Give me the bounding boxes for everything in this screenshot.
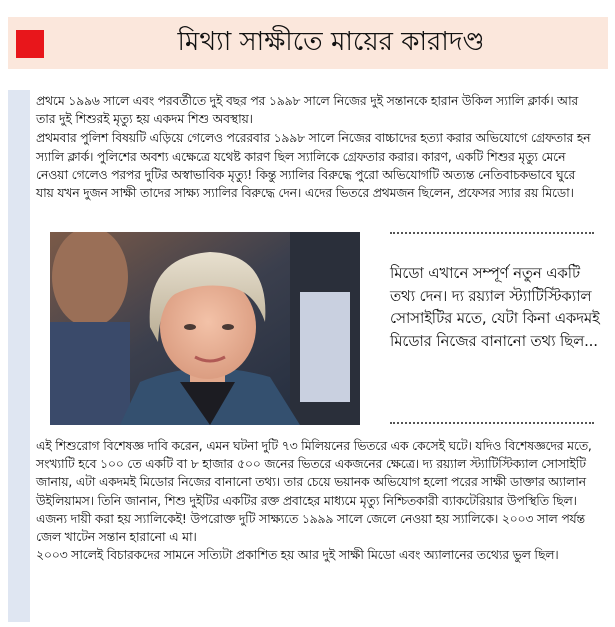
portrait-photo [50,232,360,425]
paragraph-4: ২০০৩ সালেই বিচারকদের সামনে সত্যিটা প্রকাশিত হয় আর দুই সাক্ষী মিডো এবং অ্যালানের তথ্যের ভুল ছিল। [36,547,559,563]
headline-title: মিথ্যা সাক্ষীতে মায়ের কারাদণ্ড [177,27,485,57]
paragraph-1: প্রথমে ১৯৯৬ সালে এবং পরবর্তীতে দুই বছর পর ১৯৯৮ সালে নিজের দুই সন্তানকে হারান উকিল স্যালি ক্লার্ক। আর তার দুই শিশুরই মৃত্যু হয় একদম শিশু অবস্থায়। [36,93,579,127]
portrait-image [50,232,360,425]
pull-quote-top-rule [390,232,594,234]
body-text [36,437,598,564]
intro-text [36,92,596,202]
headline-banner [8,17,608,69]
side-accent-bar [8,90,30,622]
pull-quote [384,232,606,424]
pull-quote-text: মিডো এখানে সম্পূর্ণ নতুন একটি তথ্য দেন। দ্য রয়্যাল স্ট্যাটিস্টিক্যাল সোসাইটির মতে, যেটা কিনা একদমই মিডোর নিজের বানানো তথ্য ছিল... [390,264,600,350]
red-square-marker [16,30,44,58]
paragraph-2: প্রথমবার পুলিশ বিষয়টি এড়িয়ে গেলেও পরেরবার ১৯৯৮ সালে নিজের বাচ্চাদের হত্যা করার অভিযোগে গ্রেফতার হন স্যালি ক্লার্ক। পুলিশের অবশ্য এক্ষেত্রে যথেষ্ট কারণ ছিল স্যালিকে গ্রেফতার করার। কারণ, একটি শিশুর মৃত্যু মেনে নেওয়া গেলেও পরপর দুটির অস্বাভাবিক মৃত্যু! কিন্তু স্যালির বিরুদ্ধে পুরো অভিযোগটি অত্যন্ত নেতিবাচকভাবে ঘুরে যায় যখন দুজন সাক্ষী তাদের সাক্ষ্য স্যালির বিরুদ্ধে দেন। এদের ভিতরে প্রথমজন ছিলেন, প্রফেসর স্যার রয় মিডো। [36,130,591,201]
paragraph-3: এই শিশুরোগ বিশেষজ্ঞ দাবি করেন, এমন ঘটনা দুটি ৭৩ মিলিয়নের ভিতরে এক কেসেই ঘটে। যদিও বিশেষজ্ঞদের মতে, সংখ্যাটি হবে ১০০ তে একটি বা ৮ হাজার ৫০০ জনের ভিতরে একজনের ক্ষেত্রে। দ্য রয়্যাল স্ট্যাটিস্টিক্যাল সোসাইটি জানায়, এটা একদমই মিডোর নিজের বানানো তথ্য। তার চেয়ে ভয়ানক অভিযোগ হলো পরের সাক্ষী ডাক্তার অ্যালান উইলিয়ামস। তিনি জানান, শিশু দুইটির একটির রক্ত প্রবাহের মাধ্যমে মৃত্যু নিশ্চিতকারী ব্যাকটেরিয়ার উপস্থিতি ছিল। এজন্য দায়ী করা হয় স্যালিকেই! উপরোক্ত দুটি সাক্ষ্যতে ১৯৯৯ সালে জেলে নেওয়া হয় স্যালিকে। ২০০৩ সাল পর্যন্ত জেল খাটেন সন্তান হারানো এ মা। [36,438,592,545]
pull-quote-bottom-rule [390,422,594,424]
